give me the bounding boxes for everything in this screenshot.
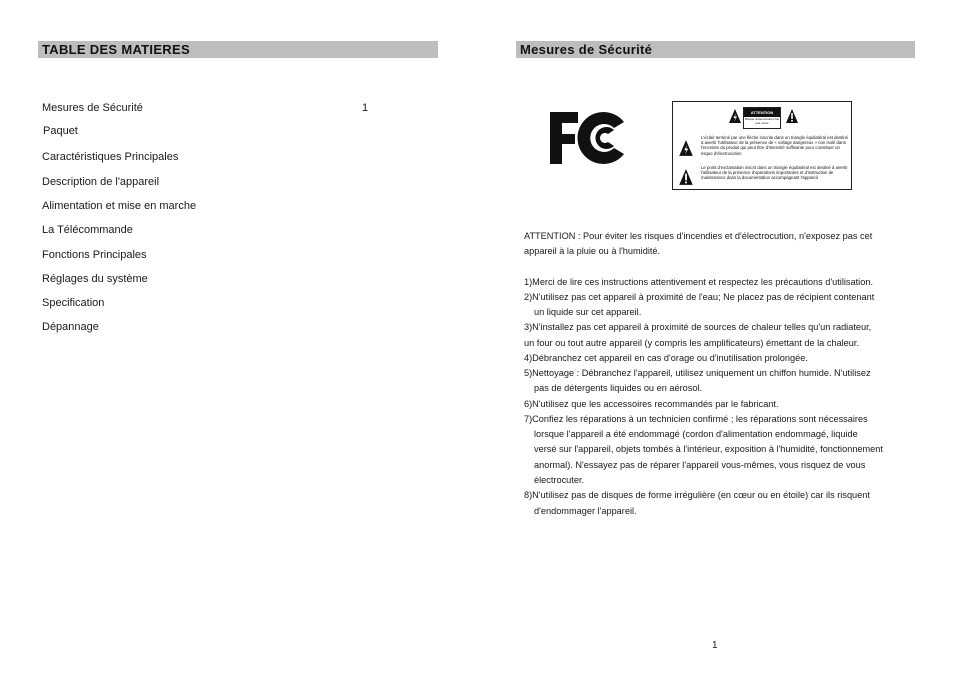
toc-page-number: 1 [362, 102, 369, 114]
toc-item-telecommande: La Télécommande [42, 224, 133, 236]
instruction-line: pas de détergents liquides ou en aérosol. [534, 383, 703, 393]
instruction-line: 5)Nettoyage : Débranchez l'appareil, utilisez uniquement un chiffon humide. N'utilisez [524, 368, 871, 378]
toc-item-fonctions: Fonctions Principales [42, 249, 147, 261]
instruction-line: d'endommager l'appareil. [534, 506, 637, 516]
toc-item-caracteristiques: Caractéristiques Principales [42, 151, 179, 163]
instruction-line: 6)N'utilisez que les accessoires recommandés par le fabricant. [524, 399, 779, 409]
toc-item-depannage: Dépannage [42, 321, 99, 333]
toc-heading: TABLE DES MATIERES [38, 41, 438, 58]
instruction-line: 8)N'utilisez pas de disques de forme irrégulière (en cœur ou en étoile) car ils risquent [524, 490, 870, 500]
toc-item-specification: Specification [42, 297, 105, 309]
instruction-line: 7)Confiez les réparations à un technicien confirmé ; les réparations sont nécessaires [524, 414, 868, 424]
lightning-warning-text: L'éclair terminé par une flèche inscrite dans un triangle équilatéral est destiné à avertir l'utilisateur de la présence de « voltage dangereux » non isolé dans l'enceinte du produit qui peut être d'intensité suffisante pour constituer un risque d'électrocution [701, 135, 848, 156]
fcc-logo [548, 108, 630, 168]
safety-heading: Mesures de Sécurité [516, 41, 915, 58]
toc-item-description: Description de l'appareil [42, 176, 160, 188]
toc-item-alimentation: Alimentation et mise en marche [42, 200, 197, 212]
attention-label [743, 107, 781, 129]
attention-label-title: ATTENTION [744, 108, 780, 117]
instruction-line: anormal). N'essayez pas de réparer l'appareil vous-mêmes, vous risquez de vous [534, 460, 866, 470]
lightning-warning-icon [678, 139, 694, 157]
toc-item-paquet: Paquet [43, 125, 78, 137]
instruction-line: 1)Merci de lire ces instructions attentivement et respectez les précautions d'utilisation. [524, 277, 873, 287]
toc-item-reglages: Réglages du système [42, 273, 148, 285]
instruction-line: 4)Débranchez cet appareil en cas d'orage ou d'inutilisation prolongée. [524, 353, 808, 363]
electric-shock-warning-box [672, 101, 852, 190]
attention-line: ATTENTION : Pour éviter les risques d'incendies et d'électrocution, n'exposez pas cet [524, 231, 873, 241]
toc-item-securite: Mesures de Sécurité [42, 102, 143, 114]
attention-label-sub: Risque d'électrocution Ne pas ouvrir [744, 117, 780, 125]
exclamation-warning-icon [785, 108, 799, 124]
page-number: 1 [712, 640, 718, 651]
instruction-line: un liquide sur cet appareil. [534, 307, 642, 317]
lightning-warning-icon [728, 108, 742, 124]
instruction-line: un four ou tout autre appareil (y compris les amplificateurs) émettant de la chaleur. [524, 338, 860, 348]
instruction-line: 2)N'utilisez pas cet appareil à proximité de l'eau; Ne placez pas de récipient contenant [524, 292, 875, 302]
instruction-line: lorsque l'appareil a été endommagé (cordon d'alimentation endommagé, liquide [534, 429, 858, 439]
exclamation-warning-text: Le point d'exclamation inscrit dans un triangle équilatéral est destiné à avertir l'utilisateur de la présence d'opérations importantes et d'instruction de maintenance dans la documentation accompagnant l'appareil [701, 165, 848, 181]
attention-line: appareil à la pluie ou à l'humidité. [524, 246, 661, 256]
instruction-line: 3)N'installez pas cet appareil à proximité de sources de chaleur telles qu'un radiateur, [524, 322, 872, 332]
exclamation-warning-icon [678, 168, 694, 186]
instruction-line: versé sur l'appareil, objets tombés à l'intérieur, exposition à l'humidité, fonctionnement [534, 444, 883, 454]
instruction-line: électrocuter. [534, 475, 585, 485]
